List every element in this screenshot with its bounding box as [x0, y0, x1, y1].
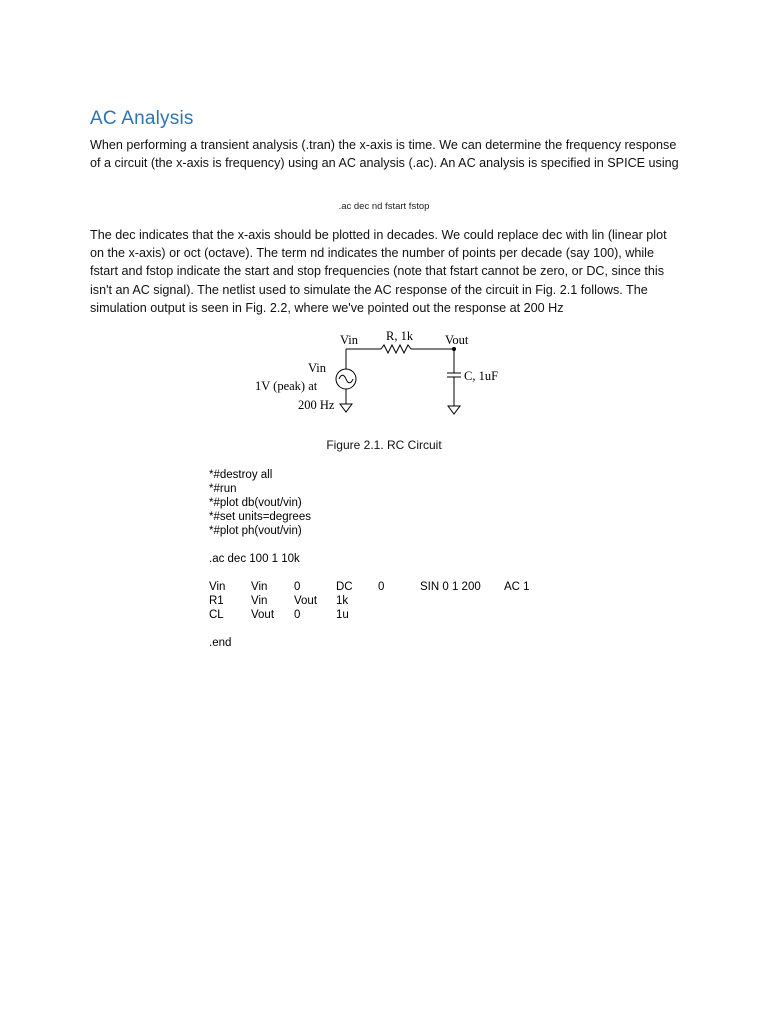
netlist-cell: DC — [336, 581, 353, 593]
netlist-cell: 0 — [294, 581, 301, 593]
netlist-cell: R1 — [209, 595, 224, 607]
netlist-cell: 0 — [294, 609, 301, 621]
netlist-cell: Vin — [251, 595, 268, 607]
netlist-cell: Vin — [251, 581, 268, 593]
section-heading: AC Analysis — [90, 108, 194, 129]
netlist-row — [209, 594, 554, 608]
ground-icon-cap — [448, 406, 460, 414]
netlist-cell: Vin — [209, 581, 226, 593]
spice-netlist — [209, 468, 554, 650]
explanation-paragraph: The dec indicates that the x-axis should be plotted in decades. We could replace dec with lin (linear plot on the x-axis) or oct (octave). The term nd indicates the number of points per decade (say 100), while fstart and fstop indicate the start and stop frequencies (note that fstart cannot be zero, or DC, since this isn't an AC signal). The netlist used to simulate the AC response of the circuit in Fig. 2.1 follows. The simulation output is seen in Fig. 2.2, where we've pointed out the response at 200 Hz — [90, 228, 667, 315]
figure-caption: Figure 2.1. RC Circuit — [326, 438, 442, 452]
netlist-comment: *#run — [209, 483, 237, 495]
source-amplitude-label: 1V (peak) at — [255, 379, 318, 393]
source-name-label: Vin — [308, 361, 326, 375]
netlist-cell: SIN 0 1 200 — [420, 581, 481, 593]
netlist-row — [209, 608, 554, 622]
netlist-cell: AC 1 — [504, 581, 530, 593]
capacitor-label: C, 1uF — [464, 369, 499, 383]
netlist-cell: 0 — [378, 581, 385, 593]
netlist-end: .end — [209, 637, 232, 649]
ac-command-syntax: .ac dec nd fstart fstop — [338, 201, 430, 212]
netlist-cell: CL — [209, 609, 224, 621]
sine-wave-icon — [339, 375, 353, 383]
ground-icon-source — [340, 404, 352, 412]
resistor-symbol — [381, 345, 411, 353]
source-frequency-label: 200 Hz — [298, 398, 335, 412]
netlist-row — [209, 580, 554, 594]
netlist-ac-directive: .ac dec 100 1 10k — [209, 553, 300, 565]
vout-node-label: Vout — [445, 333, 469, 347]
rc-circuit-schematic — [248, 326, 508, 430]
netlist-cell: 1u — [336, 609, 349, 621]
netlist-cell: Vout — [251, 609, 275, 621]
intro-paragraph: When performing a transient analysis (.tran) the x-axis is time. We can determine the frequency response of a circuit (the x-axis is frequency) using an AC analysis (.ac). An AC analysis is specified in SPICE using — [90, 138, 679, 171]
vin-node-label: Vin — [340, 333, 358, 347]
netlist-comment: *#plot ph(vout/vin) — [209, 525, 302, 537]
netlist-cell: 1k — [336, 595, 349, 607]
netlist-cell: Vout — [294, 595, 318, 607]
netlist-comment: *#destroy all — [209, 469, 273, 481]
resistor-label: R, 1k — [386, 329, 414, 343]
netlist-comment: *#plot db(vout/vin) — [209, 497, 302, 509]
netlist-comment: *#set units=degrees — [209, 511, 311, 523]
